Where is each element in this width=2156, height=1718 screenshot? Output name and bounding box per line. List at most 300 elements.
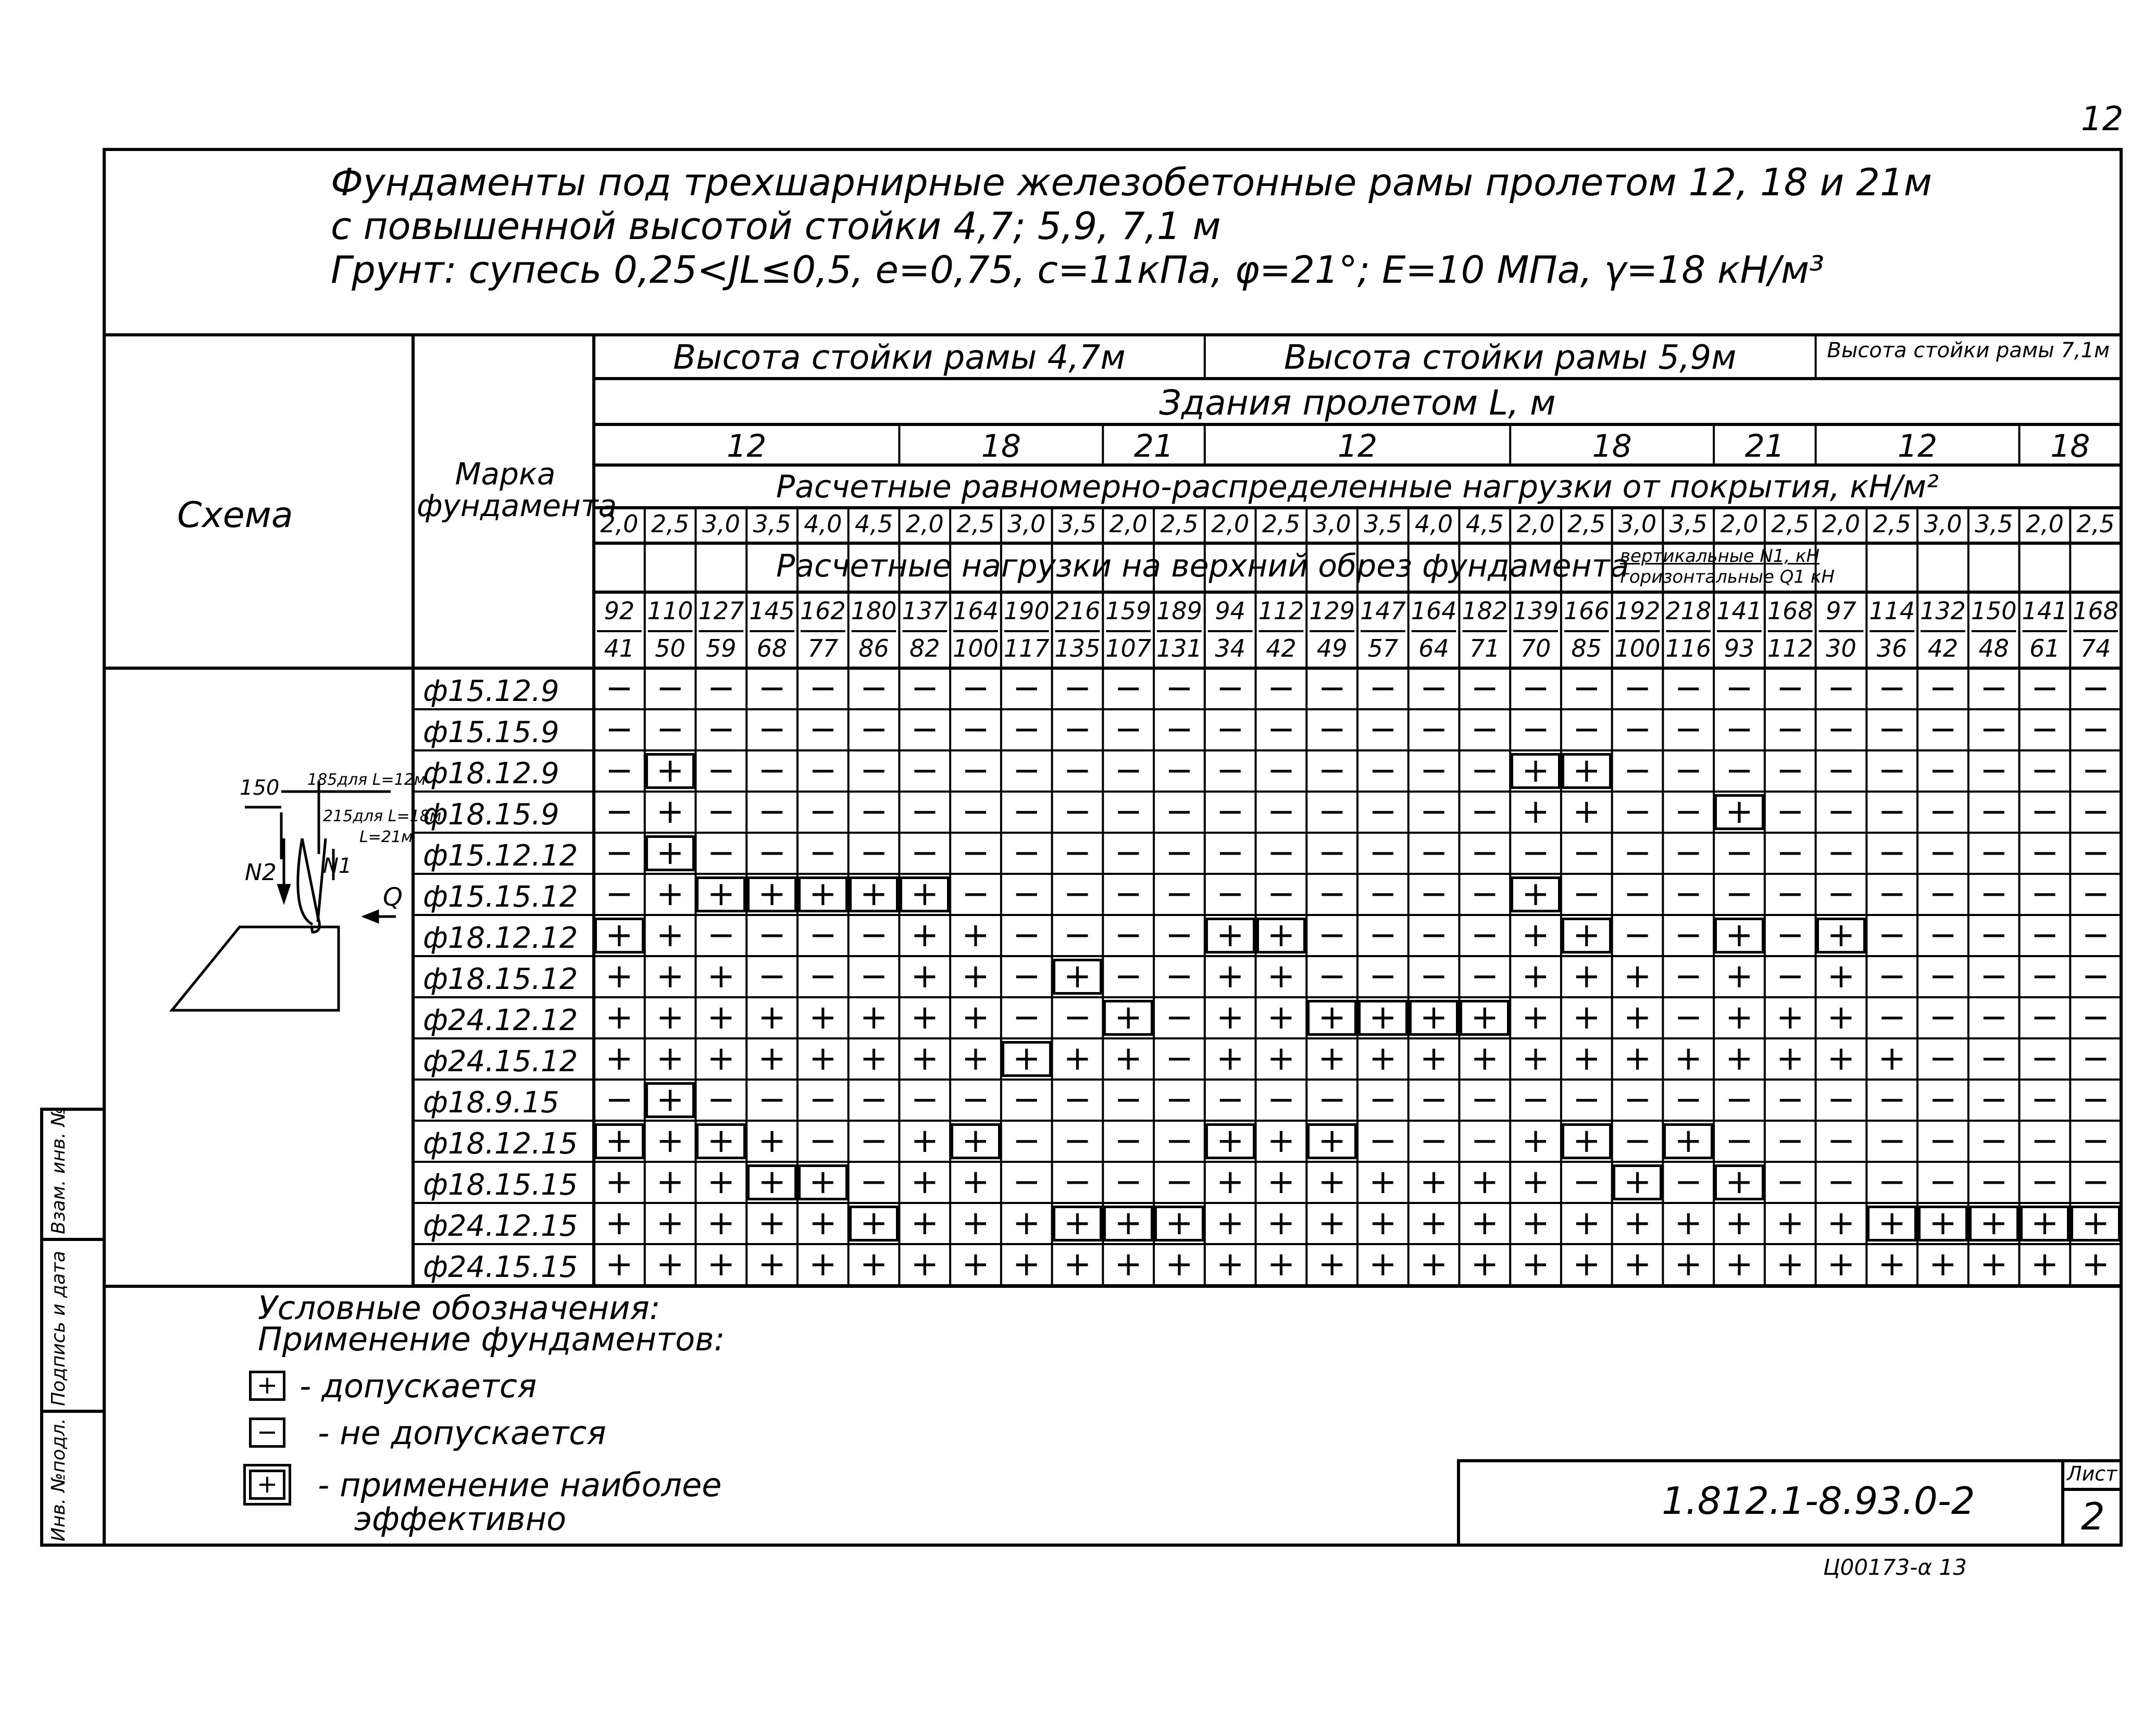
not-allowed-mark: − (911, 751, 939, 790)
effective-mark: + (1205, 1123, 1256, 1160)
not-allowed-mark: − (1929, 875, 1957, 913)
not-allowed-mark: − (1776, 1163, 1804, 1201)
not-allowed-mark: − (808, 793, 837, 831)
allowed-mark: + (1470, 1245, 1499, 1284)
allowed-mark: + (1470, 1163, 1499, 1201)
not-allowed-mark: − (859, 957, 888, 996)
not-allowed-mark: − (859, 1163, 888, 1201)
effective-mark: + (849, 876, 900, 913)
n-value-5: 180 (851, 597, 897, 625)
effective-mark: + (797, 876, 849, 913)
not-allowed-mark: − (1470, 710, 1499, 749)
not-allowed-mark: − (1776, 916, 1804, 955)
allowed-mark: + (1216, 1204, 1244, 1243)
not-allowed-mark: − (1470, 875, 1499, 913)
n-value-16: 164 (1411, 597, 1457, 625)
load-24: 2,0 (1822, 510, 1861, 538)
not-allowed-mark: − (1114, 793, 1142, 831)
not-allowed-mark: − (1979, 793, 2008, 831)
not-allowed-mark: − (707, 669, 736, 708)
not-allowed-mark: − (808, 669, 837, 708)
span-4: 18 (1592, 428, 1632, 465)
allowed-mark: + (656, 1204, 684, 1243)
allowed-mark: + (911, 916, 939, 955)
effective-mark: + (1001, 1040, 1052, 1077)
allowed-mark: + (605, 1039, 633, 1078)
not-allowed-mark: − (1878, 834, 1906, 872)
load-17: 4,5 (1465, 510, 1504, 538)
not-allowed-mark: − (1470, 957, 1499, 996)
not-allowed-mark: − (1470, 916, 1499, 955)
not-allowed-mark: − (1114, 669, 1142, 708)
q-value-7: 100 (953, 634, 999, 662)
allowed-mark: + (1419, 1245, 1448, 1284)
not-allowed-mark: − (1572, 669, 1601, 708)
not-allowed-mark: − (1318, 751, 1346, 790)
effective-mark: + (594, 917, 645, 954)
load-15: 3,5 (1364, 510, 1402, 538)
q-value-2: 59 (706, 634, 737, 662)
allowed-mark: + (656, 957, 684, 996)
not-allowed-mark: − (1063, 1081, 1092, 1119)
horizontal-label: горизонтальные Q1 кН (1620, 567, 1835, 587)
not-allowed-mark: − (1979, 669, 2008, 708)
n-value-11: 189 (1156, 597, 1202, 625)
foundation-mark: ф18.9.15 (423, 1086, 559, 1120)
not-allowed-mark: − (808, 751, 837, 790)
allowed-mark: + (808, 1039, 837, 1078)
not-allowed-mark: − (1369, 834, 1397, 872)
span-1: 18 (981, 428, 1021, 465)
not-allowed-mark: − (859, 669, 888, 708)
not-allowed-mark: − (1979, 834, 2008, 872)
allowed-mark: + (1827, 1039, 1855, 1078)
load-6: 2,0 (905, 510, 944, 538)
not-allowed-mark: − (1012, 834, 1041, 872)
effective-mark: + (1561, 753, 1612, 789)
allowed-mark: + (1470, 1204, 1499, 1243)
legend-effective-box: + (249, 1470, 285, 1500)
not-allowed-mark: − (758, 957, 786, 996)
not-allowed-mark: − (859, 793, 888, 831)
not-allowed-mark: − (758, 793, 786, 831)
q-value-21: 116 (1665, 634, 1712, 662)
allowed-mark: + (1063, 1245, 1092, 1284)
not-allowed-mark: − (2030, 1081, 2059, 1119)
effective-mark: + (1510, 753, 1561, 789)
not-allowed-mark: − (2082, 875, 2110, 913)
allowed-mark: + (1623, 998, 1652, 1037)
not-allowed-mark: − (1063, 916, 1092, 955)
allowed-mark: + (1419, 1204, 1448, 1243)
allowed-mark: + (1063, 1039, 1092, 1078)
allowed-mark: + (656, 998, 684, 1037)
allowed-mark: + (859, 1039, 888, 1078)
not-allowed-mark: − (1979, 957, 2008, 996)
not-allowed-mark: − (1776, 1122, 1804, 1160)
allowed-mark: + (1674, 1204, 1703, 1243)
not-allowed-mark: − (1979, 998, 2008, 1037)
allowed-mark: + (1267, 998, 1295, 1037)
load-21: 3,5 (1669, 510, 1708, 538)
allowed-mark: + (808, 1204, 837, 1243)
allowed-mark: + (1369, 1245, 1397, 1284)
n-value-13: 112 (1258, 597, 1304, 625)
height-header-3: Высота стойки рамы 7,1м (1827, 338, 2110, 362)
not-allowed-mark: − (1878, 916, 1906, 955)
not-allowed-mark: − (962, 751, 990, 790)
not-allowed-mark: − (1623, 669, 1652, 708)
allowed-mark: + (1522, 1245, 1550, 1284)
n-value-20: 192 (1614, 597, 1661, 625)
not-allowed-mark: − (1776, 875, 1804, 913)
n-value-18: 139 (1513, 597, 1559, 625)
not-allowed-mark: − (859, 1081, 888, 1119)
not-allowed-mark: − (605, 875, 633, 913)
allowed-mark: + (1572, 1245, 1601, 1284)
not-allowed-mark: − (1929, 1163, 1957, 1201)
load-19: 2,5 (1567, 510, 1606, 538)
load-header: Расчетные равномерно-распределенные нагрузки от покрытия, кН/м² (776, 469, 1939, 505)
not-allowed-mark: − (605, 669, 633, 708)
not-allowed-mark: − (808, 1081, 837, 1119)
n-value-9: 216 (1054, 597, 1101, 625)
allowed-mark: + (1827, 1204, 1855, 1243)
not-allowed-mark: − (1012, 751, 1041, 790)
not-allowed-mark: − (2030, 998, 2059, 1037)
not-allowed-mark: − (1776, 793, 1804, 831)
not-allowed-mark: − (911, 793, 939, 831)
span-0: 12 (727, 428, 767, 465)
allowed-mark: + (1318, 1163, 1346, 1201)
n-value-27: 150 (1971, 597, 2017, 625)
not-allowed-mark: − (1776, 957, 1804, 996)
vertical-label: вертикальные N1, кН (1620, 546, 1820, 567)
not-allowed-mark: − (1012, 998, 1041, 1037)
not-allowed-mark: − (1827, 793, 1855, 831)
load-3: 3,5 (753, 510, 791, 538)
effective-mark: + (1103, 1205, 1154, 1242)
effective-mark: + (1968, 1205, 2020, 1242)
allowed-mark: + (1267, 1122, 1295, 1160)
effective-mark: + (1205, 917, 1256, 954)
n-value-4: 162 (800, 597, 846, 625)
not-allowed-mark: − (1623, 793, 1652, 831)
not-allowed-mark: − (1063, 1122, 1092, 1160)
allowed-mark: + (1725, 1039, 1753, 1078)
not-allowed-mark: − (1878, 1081, 1906, 1119)
not-allowed-mark: − (859, 710, 888, 749)
n-value-29: 168 (2073, 597, 2119, 625)
allowed-mark: + (758, 1245, 786, 1284)
not-allowed-mark: − (2030, 1163, 2059, 1201)
not-allowed-mark: − (1267, 710, 1295, 749)
allowed-mark: + (1776, 1039, 1804, 1078)
load-26: 3,0 (1924, 510, 1962, 538)
not-allowed-mark: − (1419, 710, 1448, 749)
load-11: 2,5 (1160, 510, 1199, 538)
allowed-mark: + (1012, 1245, 1041, 1284)
not-allowed-mark: − (1114, 1163, 1142, 1201)
allowed-mark: + (758, 998, 786, 1037)
allowed-mark: + (758, 1204, 786, 1243)
not-allowed-mark: − (1369, 875, 1397, 913)
not-allowed-mark: − (1012, 957, 1041, 996)
not-allowed-mark: − (1419, 669, 1448, 708)
not-allowed-mark: − (1674, 1163, 1703, 1201)
not-allowed-mark: − (1470, 669, 1499, 708)
side-inv-orig: Инв. №подл. (48, 1418, 69, 1541)
q-value-20: 100 (1614, 634, 1661, 662)
span-7: 18 (2050, 428, 2090, 465)
not-allowed-mark: − (1979, 875, 2008, 913)
not-allowed-mark: − (962, 793, 990, 831)
title-line-1: Фундаменты под трехшарнирные железобетонные рамы пролетом 12, 18 и 21м (331, 160, 1933, 204)
allowed-mark: + (962, 1163, 990, 1201)
legend-effective: - применение наиболее (318, 1466, 722, 1504)
allowed-mark: + (1674, 1245, 1703, 1284)
not-allowed-mark: − (1216, 793, 1244, 831)
q-value-25: 36 (1876, 634, 1908, 662)
q-value-3: 68 (756, 634, 788, 662)
not-allowed-mark: − (1318, 710, 1346, 749)
allowed-mark: + (1776, 1245, 1804, 1284)
not-allowed-mark: − (1827, 1163, 1855, 1201)
q-value-23: 112 (1767, 634, 1813, 662)
not-allowed-mark: − (1165, 875, 1193, 913)
foundation-mark: ф15.15.12 (423, 880, 578, 914)
allowed-mark: + (656, 1245, 684, 1284)
not-allowed-mark: − (1572, 875, 1601, 913)
not-allowed-mark: − (1623, 875, 1652, 913)
allowed-mark: + (605, 998, 633, 1037)
allowed-mark: + (656, 1122, 684, 1160)
not-allowed-mark: − (1165, 793, 1193, 831)
not-allowed-mark: − (1114, 957, 1142, 996)
span-6: 12 (1897, 428, 1938, 465)
allowed-mark: + (1522, 998, 1550, 1037)
allowed-mark: + (1572, 1039, 1601, 1078)
allowed-mark: + (1776, 1204, 1804, 1243)
not-allowed-mark: − (962, 710, 990, 749)
not-allowed-mark: − (2030, 710, 2059, 749)
schema-header: Схема (177, 495, 293, 536)
not-allowed-mark: − (1470, 1081, 1499, 1119)
allowed-mark: + (1979, 1245, 2008, 1284)
not-allowed-mark: − (1725, 710, 1753, 749)
footer-code: Ц00173-α 13 (1823, 1554, 1967, 1580)
not-allowed-mark: − (707, 710, 736, 749)
n-value-1: 110 (647, 597, 693, 625)
not-allowed-mark: − (1369, 669, 1397, 708)
span-header: Здания пролетом L, м (1159, 383, 1556, 423)
not-allowed-mark: − (1572, 834, 1601, 872)
span-5: 21 (1744, 428, 1785, 465)
not-allowed-mark: − (758, 710, 786, 749)
not-allowed-mark: − (1878, 793, 1906, 831)
effective-mark: + (1357, 999, 1409, 1036)
not-allowed-mark: − (1623, 916, 1652, 955)
allowed-mark: + (1114, 1039, 1142, 1078)
allowed-mark: + (1623, 1039, 1652, 1078)
allowed-mark: + (1267, 1245, 1295, 1284)
not-allowed-mark: − (1419, 875, 1448, 913)
effective-mark: + (695, 876, 746, 913)
not-allowed-mark: − (1827, 834, 1855, 872)
effective-mark: + (950, 1123, 1001, 1160)
not-allowed-mark: − (2082, 916, 2110, 955)
effective-mark: + (1917, 1205, 1968, 1242)
not-allowed-mark: − (656, 710, 684, 749)
allowed-mark: + (1369, 1204, 1397, 1243)
label-n2: N2 (245, 859, 277, 886)
not-allowed-mark: − (1114, 710, 1142, 749)
top-load-header: Расчетные нагрузки на верхний обрез фундамента (776, 548, 1629, 584)
not-allowed-mark: − (2030, 875, 2059, 913)
effective-mark: + (1052, 1205, 1103, 1242)
legend-allowed: - допускается (300, 1367, 537, 1405)
not-allowed-mark: − (1012, 875, 1041, 913)
not-allowed-mark: − (1267, 793, 1295, 831)
not-allowed-mark: − (1827, 751, 1855, 790)
not-allowed-mark: − (1216, 669, 1244, 708)
allowed-mark: + (1623, 957, 1652, 996)
not-allowed-mark: − (1572, 1163, 1601, 1201)
q-value-8: 117 (1003, 634, 1050, 662)
not-allowed-mark: − (1725, 1081, 1753, 1119)
effective-mark: + (1714, 794, 1765, 831)
not-allowed-mark: − (1623, 1081, 1652, 1119)
not-allowed-mark: − (1979, 1039, 2008, 1078)
page-number: 12 (2081, 100, 2124, 139)
not-allowed-mark: − (1419, 1122, 1448, 1160)
not-allowed-mark: − (1623, 710, 1652, 749)
allowed-mark: + (605, 1245, 633, 1284)
n-value-14: 129 (1309, 597, 1355, 625)
effective-mark: + (1714, 917, 1765, 954)
not-allowed-mark: − (1522, 1081, 1550, 1119)
effective-mark: + (797, 1164, 849, 1201)
allowed-mark: + (1114, 1245, 1142, 1284)
load-4: 4,0 (804, 510, 842, 538)
dim-185: 185для L=12м (307, 771, 426, 789)
dim-150: 150 (240, 776, 280, 800)
allowed-mark: + (707, 1245, 736, 1284)
allowed-mark: + (911, 1163, 939, 1201)
not-allowed-mark: − (1929, 1081, 1957, 1119)
not-allowed-mark: − (1012, 669, 1041, 708)
not-allowed-mark: − (1063, 1163, 1092, 1201)
not-allowed-mark: − (707, 1081, 736, 1119)
not-allowed-mark: − (1674, 834, 1703, 872)
q-value-16: 64 (1418, 634, 1449, 662)
not-allowed-mark: − (2082, 1163, 2110, 1201)
not-allowed-mark: − (1369, 751, 1397, 790)
load-28: 2,0 (2025, 510, 2064, 538)
not-allowed-mark: − (1012, 793, 1041, 831)
not-allowed-mark: − (1979, 1122, 2008, 1160)
allowed-mark: + (605, 1163, 633, 1201)
q-value-4: 77 (807, 634, 839, 662)
effective-mark: + (1409, 999, 1460, 1036)
not-allowed-mark: − (808, 957, 837, 996)
load-25: 2,5 (1873, 510, 1911, 538)
n-value-21: 218 (1665, 597, 1712, 625)
not-allowed-mark: − (1165, 1039, 1193, 1078)
not-allowed-mark: − (2082, 1081, 2110, 1119)
allowed-mark: + (1827, 1245, 1855, 1284)
allowed-mark: + (656, 1163, 684, 1201)
not-allowed-mark: − (2030, 916, 2059, 955)
not-allowed-mark: − (1674, 793, 1703, 831)
dim-21: L=21м (359, 828, 413, 846)
allowed-mark: + (656, 793, 684, 831)
not-allowed-mark: − (1012, 710, 1041, 749)
not-allowed-mark: − (2030, 751, 2059, 790)
not-allowed-mark: − (1165, 669, 1193, 708)
allowed-mark: + (1522, 793, 1550, 831)
not-allowed-mark: − (1165, 1122, 1193, 1160)
effective-mark: + (1306, 1123, 1357, 1160)
not-allowed-mark: − (1063, 669, 1092, 708)
allowed-mark: + (911, 1245, 939, 1284)
not-allowed-mark: − (758, 1081, 786, 1119)
not-allowed-mark: − (1674, 710, 1703, 749)
q-value-5: 86 (858, 634, 889, 662)
not-allowed-mark: − (1063, 793, 1092, 831)
effective-mark: + (1103, 999, 1154, 1036)
not-allowed-mark: − (1165, 998, 1193, 1037)
n-value-24: 97 (1826, 597, 1856, 625)
allowed-mark: + (707, 1039, 736, 1078)
title-line-3: Грунт: супесь 0,25<JL≤0,5, e=0,75, c=11кПа, φ=21°; E=10 МПа, γ=18 кН/м³ (331, 248, 1824, 292)
allowed-mark: + (1878, 1039, 1906, 1078)
not-allowed-mark: − (1114, 834, 1142, 872)
allowed-mark: + (911, 1039, 939, 1078)
foundation-mark: ф24.15.12 (423, 1045, 578, 1079)
allowed-mark: + (1572, 1204, 1601, 1243)
not-allowed-mark: − (1725, 751, 1753, 790)
not-allowed-mark: − (1929, 957, 1957, 996)
q-value-13: 42 (1266, 634, 1297, 662)
not-allowed-mark: − (758, 916, 786, 955)
not-allowed-mark: − (1979, 1081, 2008, 1119)
allowed-mark: + (1572, 998, 1601, 1037)
foundation-mark: ф24.15.15 (423, 1250, 578, 1284)
not-allowed-mark: − (1165, 751, 1193, 790)
effective-mark: + (1714, 1164, 1765, 1201)
allowed-mark: + (707, 998, 736, 1037)
not-allowed-mark: − (1216, 710, 1244, 749)
q-value-15: 57 (1367, 634, 1399, 662)
load-0: 2,0 (600, 510, 639, 538)
not-allowed-mark: − (758, 834, 786, 872)
not-allowed-mark: − (1369, 1081, 1397, 1119)
allowed-mark: + (2030, 1245, 2059, 1284)
effective-mark: + (2070, 1205, 2121, 1242)
n-value-12: 94 (1215, 597, 1245, 625)
not-allowed-mark: − (1470, 834, 1499, 872)
not-allowed-mark: − (1522, 710, 1550, 749)
not-allowed-mark: − (1929, 710, 1957, 749)
load-1: 2,5 (651, 510, 690, 538)
load-2: 3,0 (702, 510, 740, 538)
q-value-9: 135 (1054, 634, 1101, 662)
allowed-mark: + (808, 1245, 837, 1284)
effective-mark: + (1459, 999, 1510, 1036)
not-allowed-mark: − (859, 916, 888, 955)
not-allowed-mark: − (1470, 793, 1499, 831)
